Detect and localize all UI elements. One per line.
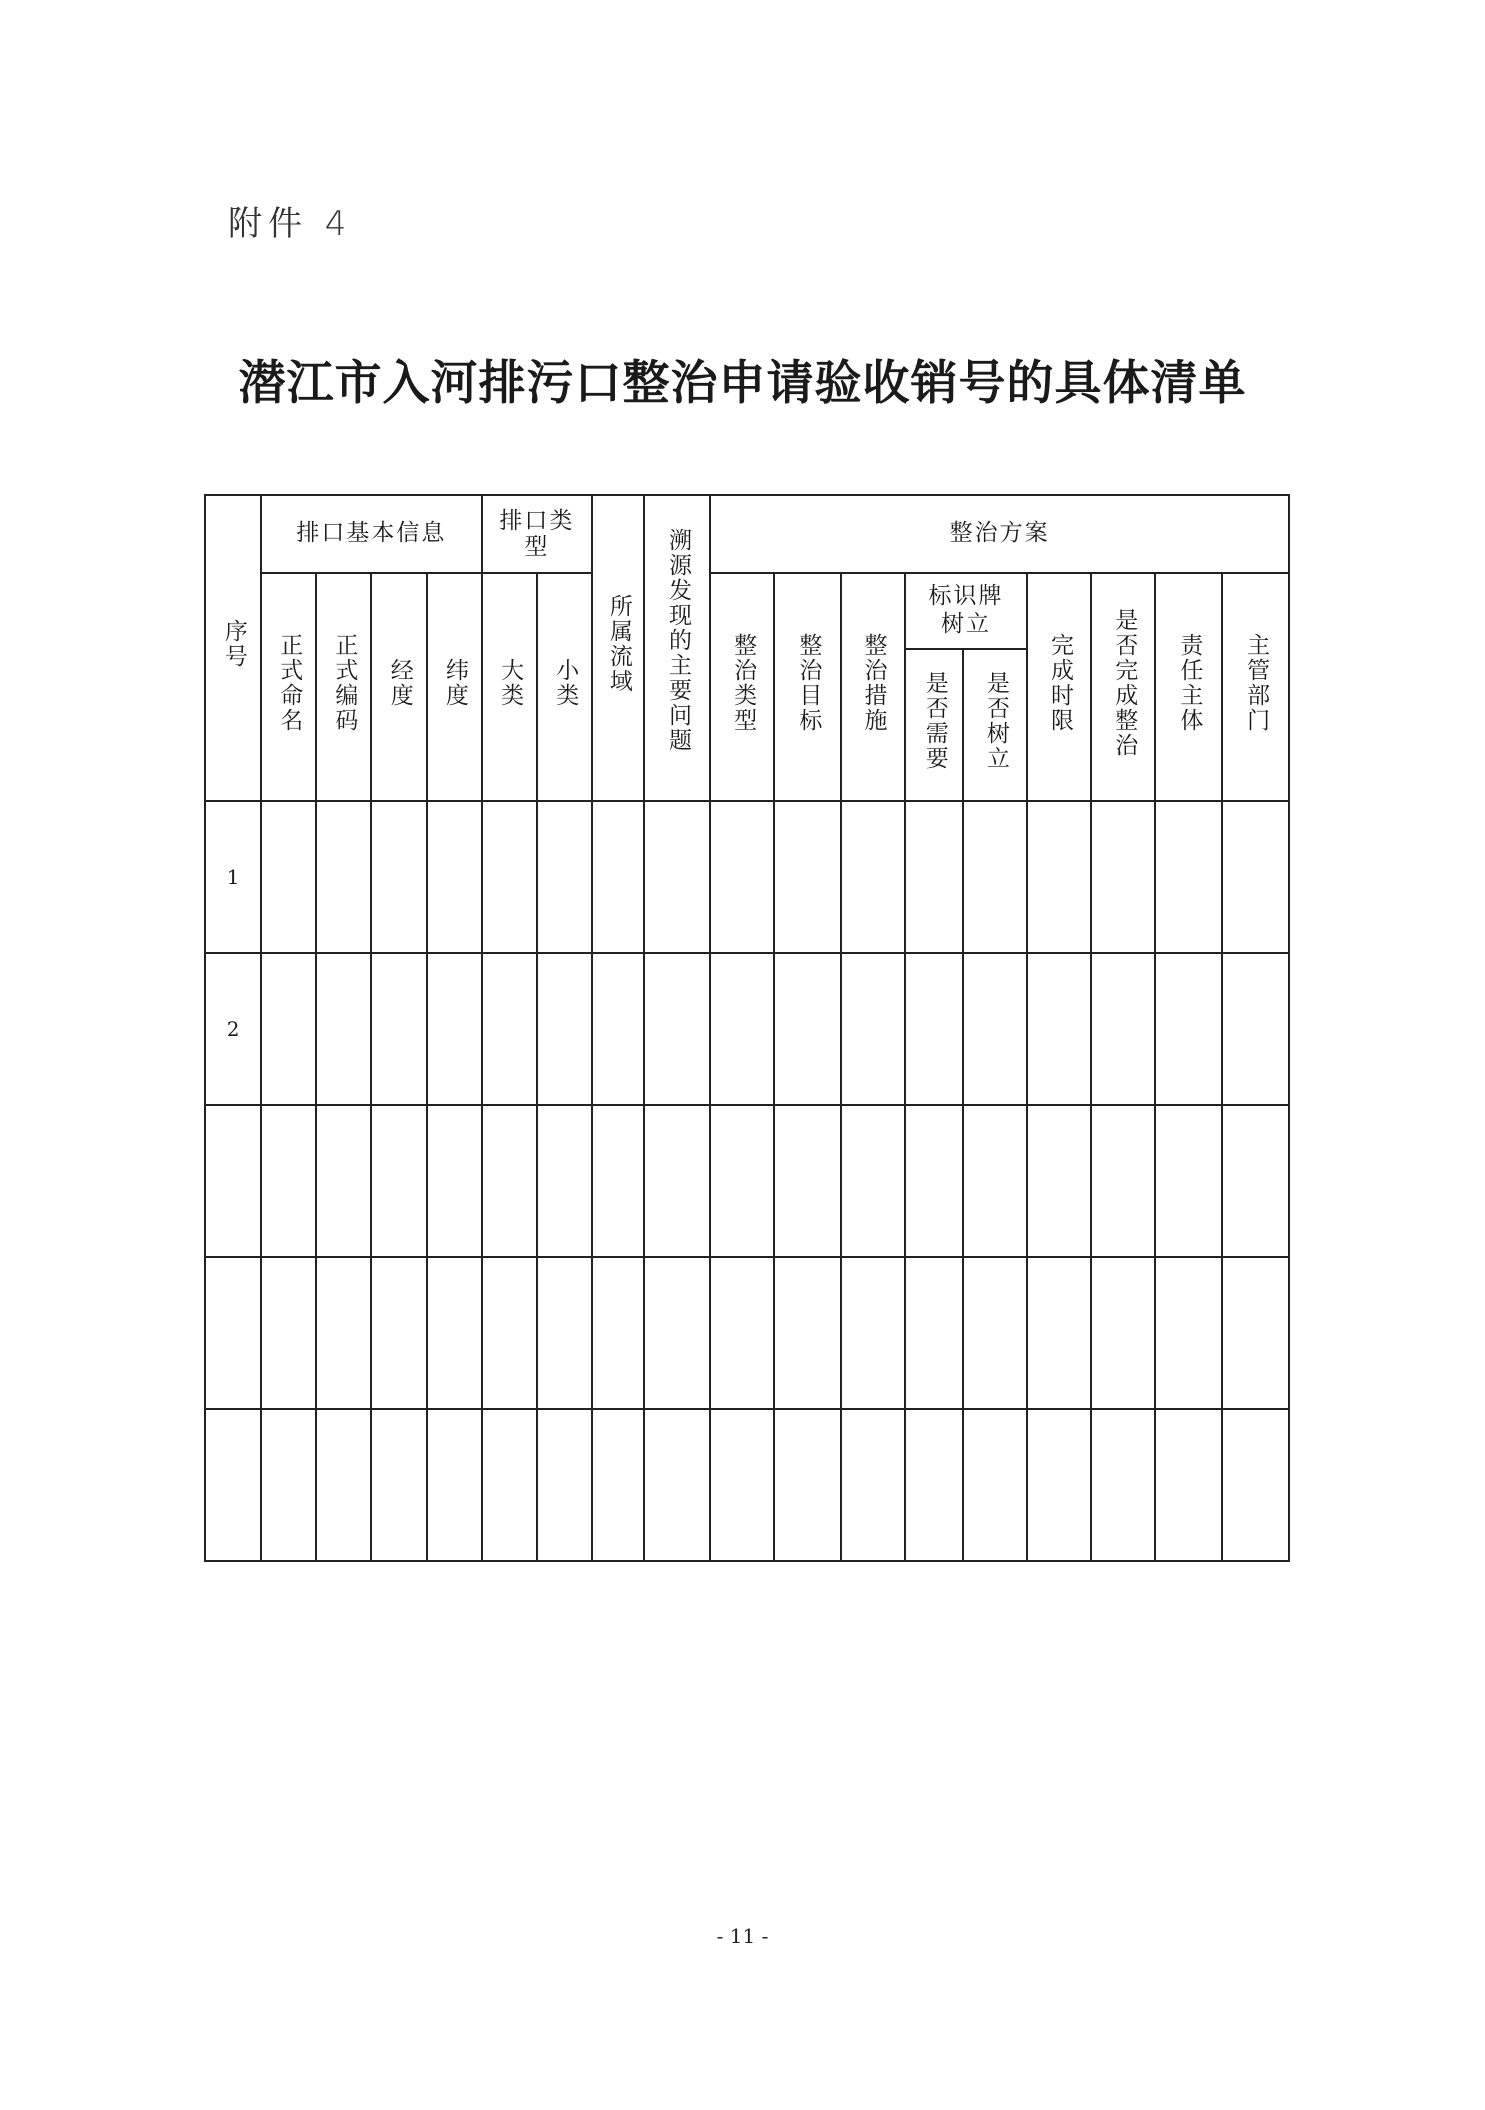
header-latitude: 纬度 [427, 573, 482, 801]
page-number: - 11 - [716, 1924, 769, 1948]
row-seq [205, 1409, 261, 1561]
row-seq [205, 1105, 261, 1257]
header-authority: 主管部门 [1222, 573, 1289, 801]
header-sign-needed: 是否需要 [905, 649, 963, 801]
table-row [205, 1105, 1289, 1257]
table-row [205, 1409, 1289, 1561]
header-responsible: 责任主体 [1155, 573, 1221, 801]
header-formal-name: 正式命名 [261, 573, 316, 801]
table-row [205, 801, 1289, 953]
document-title: 潜江市入河排污口整治申请验收销号的具体清单 [238, 356, 1247, 411]
header-traced-issues: 溯源发现的主要问题 [644, 495, 710, 801]
row-seq [205, 1257, 261, 1409]
header-major-class: 大类 [482, 573, 537, 801]
header-sign-erected: 是否树立 [963, 649, 1027, 801]
header-remediation-plan: 整治方案 [710, 495, 1289, 573]
header-remediation-goal: 整治目标 [774, 573, 840, 801]
attachment-label: 附件 4 [228, 204, 353, 244]
table-row [205, 953, 1289, 1105]
remediation-list-table [204, 494, 1290, 1562]
header-longitude: 经度 [371, 573, 426, 801]
header-basin: 所属流域 [592, 495, 644, 801]
header-remediation-measures: 整治措施 [841, 573, 905, 801]
header-signboard: 标识牌树立 [905, 573, 1027, 649]
header-seq: 序号 [205, 495, 261, 801]
header-basic-info: 排口基本信息 [261, 495, 482, 573]
header-minor-class: 小类 [537, 573, 592, 801]
header-completed: 是否完成整治 [1091, 573, 1155, 801]
row-seq: 2 [205, 953, 261, 1105]
table-row [205, 1257, 1289, 1409]
header-remediation-type: 整治类型 [710, 573, 774, 801]
header-outlet-type: 排口类型 [482, 495, 592, 573]
header-formal-code: 正式编码 [316, 573, 371, 801]
row-seq: 1 [205, 801, 261, 953]
header-deadline: 完成时限 [1027, 573, 1091, 801]
